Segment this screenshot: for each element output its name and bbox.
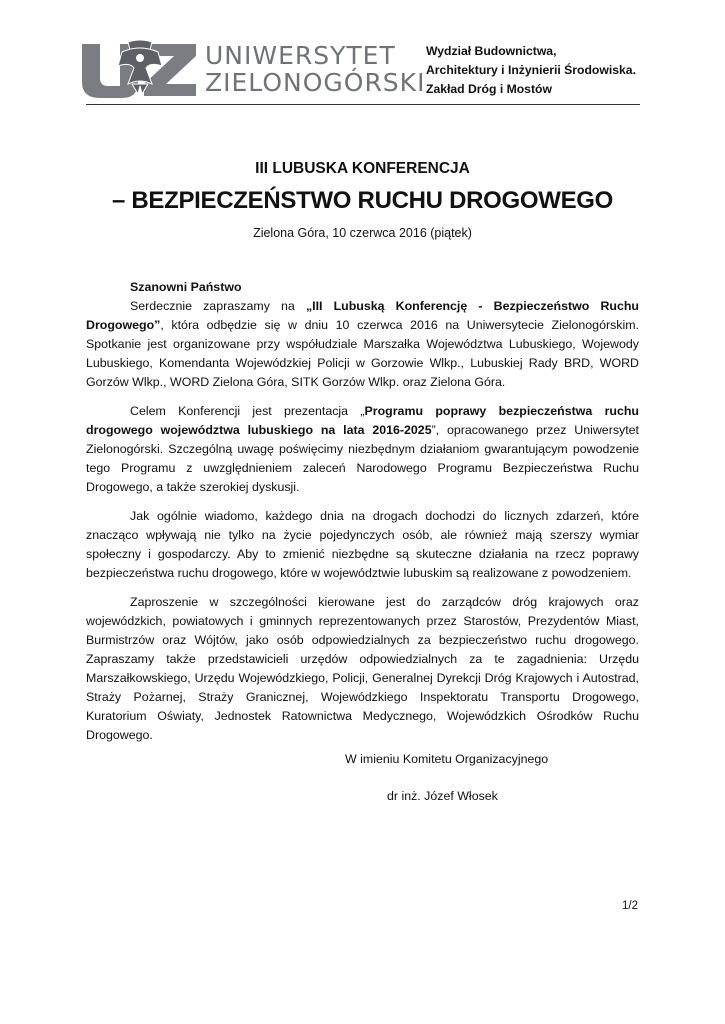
text-run: , która odbędzie się w dniu 10 czerwca 2016 na Uniwersytecie Zielonogórskim. Spotkanie jest organizowane przy współudziale Marszałka Województwa Lubuskiego, Wojewody Lubuskiego, Komendanta Wojewódzkiej Policji w Gorzowie Wlkp., Lubuskiej Rady BRD, WORD Gorzów Wlkp., WORD Zielona Góra, SITK Gorzów Wlkp. oraz Zielona Góra. bbox=[86, 318, 639, 389]
logo-text-line1: UNIWERSYTET bbox=[205, 41, 396, 70]
conference-date: Zielona Góra, 10 czerwca 2016 (piątek) bbox=[253, 226, 472, 240]
signature-name: dr inż. Józef Włosek bbox=[387, 789, 498, 803]
paragraph: Zaproszenie w szczególności kierowane jest do zarządców dróg krajowych oraz wojewódzkich, powiatowych i gminnych reprezentowanych przez Starostów, Prezydentów Miast, Burmistrzów oraz Wójtów, jako osób odpowiedzialnych za bezpieczeństwo ruchu drogowego. Zapraszamy także przedstawicieli urzędów odpowiedzialnych za te zagadnienia: Urzędu Marszałkowskiego, Urzędu Wojewódzkiego, Policji, Generalnej Dyrekcji Dróg Krajowych i Autostrad, Straży Pożarnej, Straży Granicznej, Wojewódzkiego Inspektoratu Transportu Drogowego, Kuratorium Oświaty, Jednostek Ratownictwa Medycznego, Wojewódzkich Ośrodków Ruchu Drogowego. bbox=[86, 595, 639, 742]
text-run: ”, opracowanego przez Uniwersytet Zielonogórski. Szczególną uwagę poświęcimy niezbędnym działaniom gwarantującym powodzenie tego Programu z uwzględnieniem zaleceń Narodowego Programu Bezpieczeństwa Ruchu Drogowego, a także szerokiej dyskusji. bbox=[86, 423, 639, 494]
department-line: Zakład Dróg i Mostów bbox=[426, 82, 552, 96]
university-logo bbox=[80, 38, 426, 100]
paragraph bbox=[86, 402, 639, 497]
department-line: Wydział Budownictwa, bbox=[426, 44, 557, 58]
header-divider bbox=[86, 104, 640, 105]
paragraph: Jak ogólnie wiadomo, każdego dnia na drogach dochodzi do licznych zdarzeń, które znacząco wpływają nie tylko na życie pojedynczych osób, ale również mają szerszy wymiar społeczny i gospodarczy. Aby to zmienić niezbędne są skuteczne działania na rzecz poprawy bezpieczeństwa ruchu drogowego, które w województwie lubuskim są realizowane z powodzeniem. bbox=[86, 509, 639, 580]
signature-committee: W imieniu Komitetu Organizacyjnego bbox=[345, 752, 549, 766]
greeting: Szanowni Państwo bbox=[130, 280, 242, 294]
conference-name: „III Lubuską Konferencję - Bezpieczeństwo Ruchu Drogowego” bbox=[86, 299, 639, 332]
letter-body bbox=[86, 278, 639, 755]
department-block bbox=[426, 42, 636, 99]
logo-text-line2: ZIELONOGÓRSKI bbox=[205, 68, 426, 97]
program-name: Programu poprawy bezpieczeństwa ruchu drogowego województwa lubuskiego na lata 2016-2025 bbox=[86, 404, 639, 437]
department-line: Architektury i Inżynierii Środowiska. bbox=[426, 63, 636, 77]
text-run: Serdecznie zapraszamy na bbox=[130, 299, 306, 313]
conference-subtitle: – BEZPIECZEŃSTWO RUCHU DROGOWEGO bbox=[111, 187, 614, 214]
page-number: 1/2 bbox=[622, 900, 638, 912]
paragraph bbox=[86, 297, 639, 392]
text-run: Celem Konferencji jest prezentacja „ bbox=[130, 404, 365, 418]
conference-title: III LUBUSKA KONFERENCJA bbox=[255, 160, 470, 177]
eagle-emblem-icon bbox=[80, 38, 200, 100]
